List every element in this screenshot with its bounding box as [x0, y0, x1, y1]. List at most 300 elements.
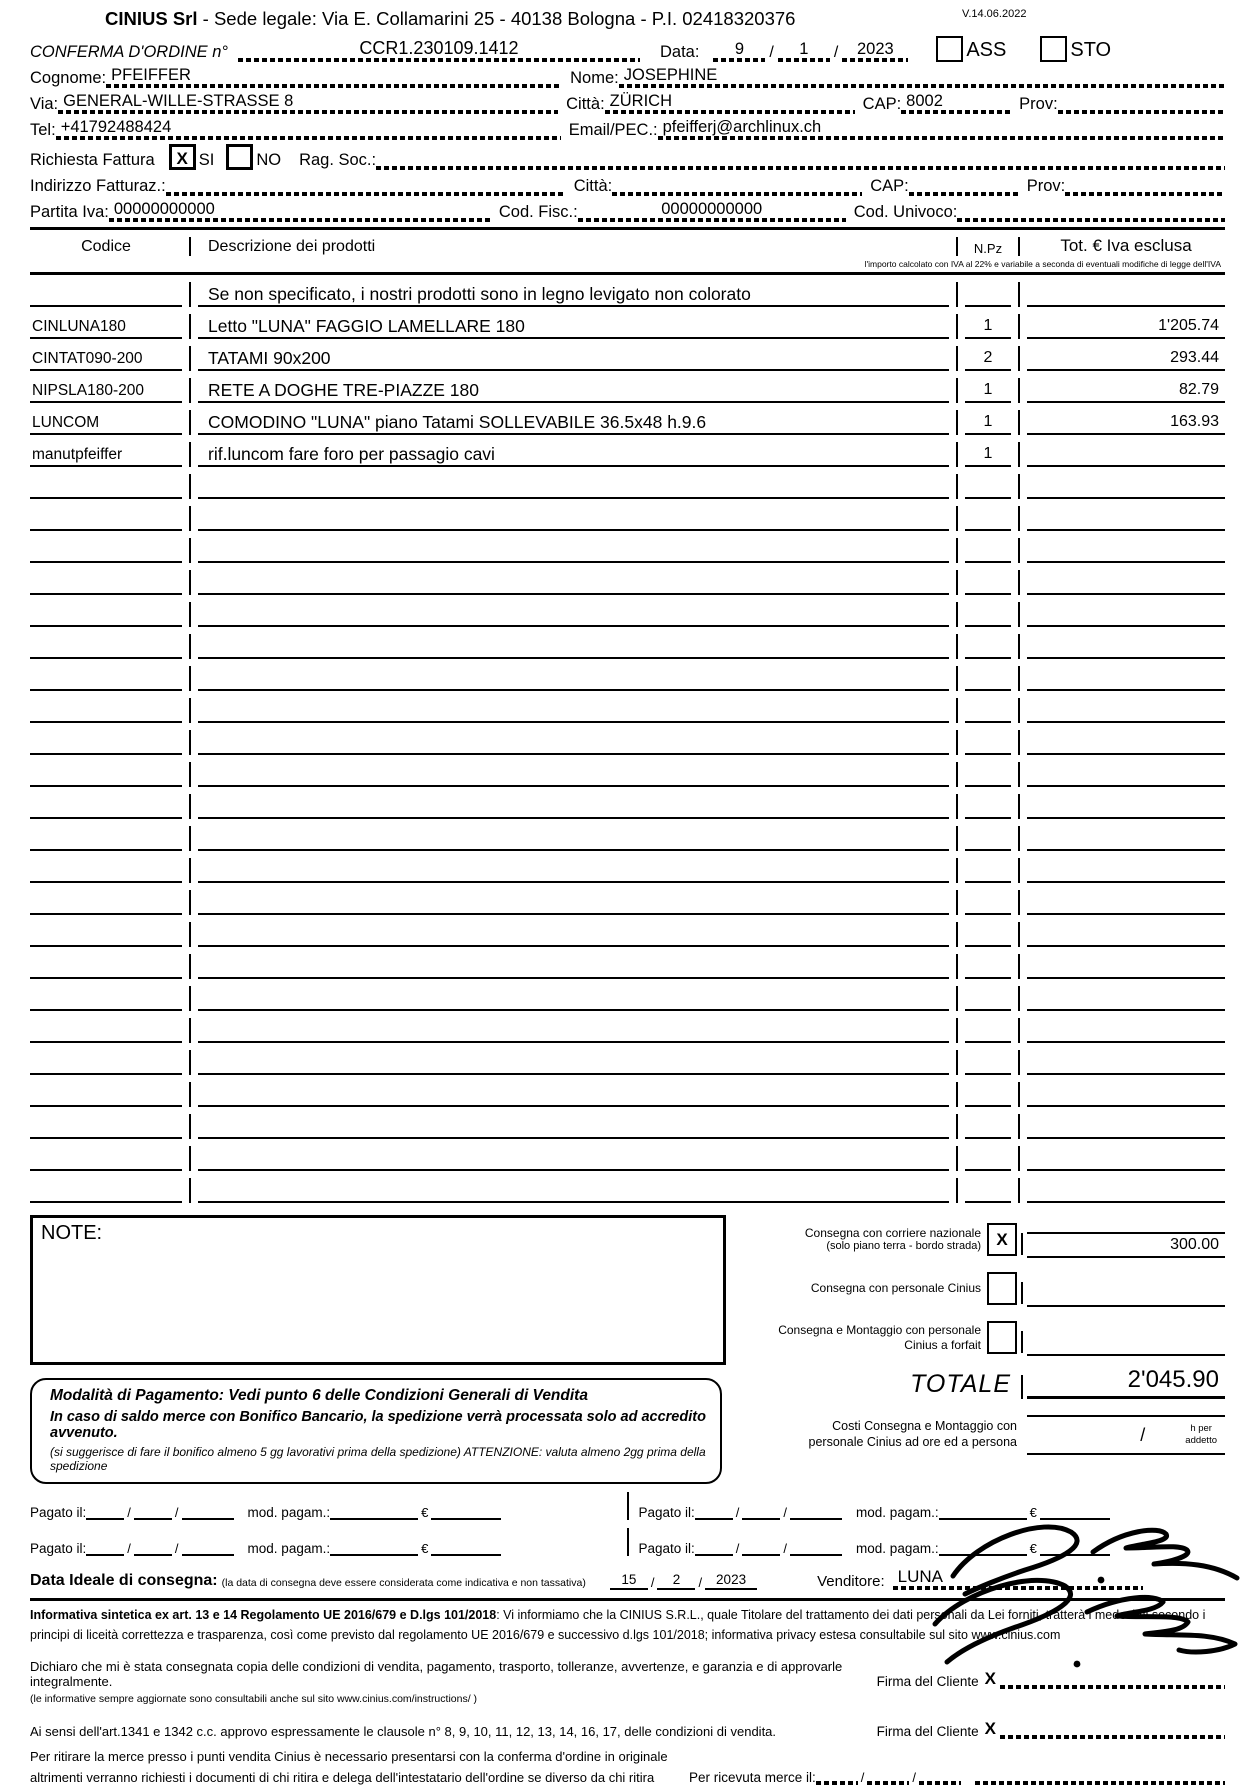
row-code — [30, 559, 182, 563]
row-code — [30, 303, 182, 307]
table-row — [30, 915, 1225, 947]
row-code — [30, 783, 182, 787]
row-description — [198, 559, 949, 563]
conditions-note: (le informative sempre aggiornate sono consultabili anche sul sito www.cinius.com/instructions/ ) — [30, 1693, 478, 1705]
row-qty: 1 — [965, 414, 1011, 435]
column-separator — [1018, 730, 1020, 755]
row-qty — [965, 527, 1011, 531]
column-separator — [189, 474, 191, 499]
billing-cap-field[interactable] — [909, 176, 1019, 196]
received-year-field[interactable] — [919, 1771, 961, 1785]
column-separator — [1018, 1082, 1020, 1107]
seller-label: Venditore: — [817, 1573, 885, 1590]
sto-label: STO — [1070, 39, 1112, 61]
table-row — [30, 595, 1225, 627]
city-label: Città: — [566, 95, 605, 113]
date-year-field[interactable]: 2023 — [842, 40, 908, 62]
street-label: Via: — [30, 95, 59, 113]
euro-label: € — [1029, 1505, 1037, 1520]
row-price — [1027, 1103, 1225, 1107]
column-separator — [1018, 698, 1020, 723]
city-field[interactable]: ZÜRICH — [605, 92, 855, 114]
email-label: Email/PEC.: — [568, 121, 658, 139]
signature-block-2 — [877, 1719, 1225, 1739]
paid-month-field[interactable] — [742, 1505, 780, 1520]
vat-field[interactable]: 00000000000 — [109, 200, 491, 222]
header-descrizione: Descrizione dei prodotti — [208, 238, 376, 255]
column-separator — [956, 570, 958, 595]
payment-method-field[interactable] — [330, 1505, 418, 1520]
table-row — [30, 563, 1225, 595]
privacy-title: Informativa sintetica ex art. 13 e 14 Regolamento UE 2016/679 e D.lgs 101/2018 — [30, 1608, 497, 1622]
row-qty — [965, 815, 1011, 819]
paid-on-label: Pagato il: — [638, 1541, 695, 1556]
billing-city-field[interactable] — [612, 176, 862, 196]
table-row — [30, 1171, 1225, 1203]
table-row — [30, 1107, 1225, 1139]
column-separator — [956, 858, 958, 883]
column-separator — [1018, 1050, 1020, 1075]
column-separator — [1018, 410, 1020, 435]
row-price: 1'205.74 — [1027, 318, 1225, 339]
column-separator — [189, 410, 191, 435]
payment-entry: Pagato il: / / mod. pagam.: € — [30, 1541, 617, 1556]
paid-on-label: Pagato il: — [30, 1505, 87, 1520]
company-name-label: Rag. Soc.: — [299, 151, 377, 169]
row-description — [198, 911, 949, 915]
column-separator — [956, 922, 958, 947]
date-day-field[interactable]: 9 — [713, 40, 765, 62]
column-separator — [1018, 986, 1020, 1011]
row-qty — [965, 719, 1011, 723]
total-row — [734, 1366, 1225, 1399]
column-separator — [1018, 922, 1020, 947]
delivery-staff-checkbox[interactable] — [987, 1272, 1017, 1305]
row-code — [30, 1039, 182, 1043]
notes-box[interactable] — [30, 1215, 726, 1365]
column-separator — [956, 1018, 958, 1043]
billing-city-label: Città: — [573, 177, 613, 195]
table-row — [30, 755, 1225, 787]
cap-label: CAP: — [862, 95, 902, 113]
column-separator — [189, 1114, 191, 1139]
row-qty — [965, 1007, 1011, 1011]
table-row — [30, 691, 1225, 723]
row-qty — [965, 911, 1011, 915]
table-row — [30, 1075, 1225, 1107]
table-row — [30, 467, 1225, 499]
invoice-no-checkbox[interactable] — [226, 144, 253, 170]
signature-label: Firma del Cliente — [876, 1674, 979, 1689]
row-code — [30, 591, 182, 595]
paid-year-field[interactable] — [790, 1541, 842, 1556]
column-separator — [1018, 378, 1020, 403]
column-separator — [627, 1492, 629, 1520]
column-separator — [956, 1146, 958, 1171]
row-price — [1027, 655, 1225, 659]
row-price — [1027, 719, 1225, 723]
row-code — [30, 1007, 182, 1011]
paid-day-field[interactable] — [86, 1541, 124, 1556]
fiscal-code-label: Cod. Fisc.: — [498, 203, 578, 221]
column-separator — [189, 858, 191, 883]
signature-x: X — [984, 1669, 996, 1688]
email-field[interactable]: pfeifferj@archlinux.ch — [658, 118, 1225, 140]
tel-field[interactable]: +41792488424 — [56, 118, 561, 140]
payment-amount-field[interactable] — [1040, 1505, 1110, 1520]
row-code — [30, 719, 182, 723]
signature-label: Firma del Cliente — [876, 1724, 979, 1739]
table-row — [30, 499, 1225, 531]
vat-label: Partita Iva: — [30, 203, 109, 221]
row-code — [30, 943, 182, 947]
column-separator — [956, 1082, 958, 1107]
payment-terms-line3: (si suggerisce di fare il bonifico almeno 5 gg lavorativi prima della spedizione) ATTENZIONE: valuta almeno 2gg prima della spedizione — [50, 1445, 706, 1473]
tel-label: Tel: — [30, 121, 56, 139]
invoice-request-row — [30, 140, 1225, 170]
row-description — [198, 591, 949, 595]
row-qty: 1 — [965, 318, 1011, 339]
row-price — [1027, 783, 1225, 787]
sto-checkbox[interactable] — [1040, 36, 1067, 62]
payment-amount-field[interactable] — [1040, 1541, 1110, 1556]
paid-month-field[interactable] — [134, 1505, 172, 1520]
payment-entry: Pagato il: / / mod. pagam.: € — [639, 1505, 1226, 1520]
payment-method-field[interactable] — [939, 1505, 1027, 1520]
row-code — [30, 1199, 182, 1203]
row-description — [198, 847, 949, 851]
table-row — [30, 659, 1225, 691]
column-separator — [1018, 1146, 1020, 1171]
column-separator — [956, 282, 958, 307]
header-codice: Codice — [81, 238, 131, 255]
column-separator — [956, 890, 958, 915]
table-row — [30, 531, 1225, 563]
row-qty — [965, 847, 1011, 851]
table-header — [30, 230, 1225, 256]
paid-year-field[interactable] — [790, 1505, 842, 1520]
column-separator — [956, 1178, 958, 1203]
assembly-costs-label: Costi Consegna e Montaggio con personale Cinius ad ore ed a persona — [808, 1419, 1017, 1449]
row-description — [198, 623, 949, 627]
row-description — [198, 1103, 949, 1107]
column-separator — [627, 1528, 629, 1556]
paid-on-label: Pagato il: — [30, 1541, 87, 1556]
row-price: 82.79 — [1027, 382, 1225, 403]
row-code — [30, 751, 182, 755]
column-separator — [1018, 346, 1020, 371]
paid-day-field[interactable] — [86, 1505, 124, 1520]
ideal-delivery-label: Data Ideale di consegna: — [30, 1572, 218, 1589]
row-code — [30, 1167, 182, 1171]
date-month-field[interactable]: 1 — [778, 40, 830, 62]
surname-field[interactable]: PFEIFFER — [106, 66, 562, 88]
signature-field[interactable] — [1000, 1731, 1225, 1739]
row-price — [1027, 559, 1225, 563]
column-separator — [1018, 858, 1020, 883]
row-qty — [965, 687, 1011, 691]
iva-note: l'importo calcolato con IVA al 22% e variabile a seconda di eventuali modifiche di legge dell'IVA — [864, 259, 1221, 269]
billing-address-row — [30, 170, 1225, 196]
row-price — [1027, 1071, 1225, 1075]
hours-unit-label: h per addetto — [1185, 1422, 1217, 1446]
column-separator — [189, 922, 191, 947]
row-description: TATAMI 90x200 — [198, 349, 949, 371]
payment-amount-field[interactable] — [431, 1541, 501, 1556]
paid-month-field[interactable] — [742, 1541, 780, 1556]
row-price: 163.93 — [1027, 414, 1225, 435]
delivery-option-courier — [734, 1215, 1225, 1264]
signature-field[interactable] — [1000, 1681, 1225, 1689]
row-code — [30, 815, 182, 819]
invoice-no-label: NO — [256, 151, 282, 169]
ideal-day-field[interactable]: 15 — [610, 1572, 648, 1590]
paid-day-field[interactable] — [695, 1541, 733, 1556]
column-separator — [1018, 762, 1020, 787]
column-separator — [956, 442, 958, 467]
column-separator — [189, 602, 191, 627]
ideal-delivery-row: Data Ideale di consegna: (la data di consegna deve essere considerata come indicativa e non tassativa) 15 / 2 / 2023 Venditore: LUNA — [30, 1560, 1225, 1590]
paid-day-field[interactable] — [695, 1505, 733, 1520]
row-qty — [965, 751, 1011, 755]
column-separator — [956, 1050, 958, 1075]
clauses-text: Ai sensi dell'art.1341 e 1342 c.c. approvo espressamente le clausole n° 8, 9, 10, 11, 12, 13, 14, 16, 17, delle condizioni di vendita. — [30, 1724, 777, 1739]
row-price — [1027, 879, 1225, 883]
row-code — [30, 1135, 182, 1139]
delivery-staff-price[interactable] — [1027, 1301, 1225, 1307]
row-code — [30, 527, 182, 531]
column-separator — [1018, 474, 1020, 499]
ideal-year-field[interactable]: 2023 — [705, 1572, 757, 1590]
row-description — [198, 527, 949, 531]
column-separator — [1018, 634, 1020, 659]
column-separator — [189, 506, 191, 531]
column-separator — [189, 666, 191, 691]
column-separator — [189, 986, 191, 1011]
order-number-field[interactable]: CCR1.230109.1412 — [238, 38, 640, 62]
row-price — [1027, 463, 1225, 467]
signature-block-1 — [877, 1669, 1225, 1689]
privacy-paragraph — [30, 1605, 1220, 1645]
cap-field[interactable]: 8002 — [901, 92, 1011, 114]
column-separator — [1018, 794, 1020, 819]
column-separator — [956, 666, 958, 691]
company-header — [105, 8, 1225, 34]
row-description: rif.luncom fare foro per passagio cavi — [198, 445, 949, 467]
column-separator — [189, 237, 191, 256]
row-qty — [965, 783, 1011, 787]
column-separator — [189, 378, 191, 403]
received-month-field[interactable] — [867, 1771, 909, 1785]
delivery-assembly-checkbox[interactable] — [987, 1321, 1017, 1354]
column-separator — [1021, 1375, 1023, 1399]
paid-month-field[interactable] — [134, 1541, 172, 1556]
column-separator — [189, 1018, 191, 1043]
assembly-costs-row — [734, 1415, 1225, 1455]
row-description — [198, 1135, 949, 1139]
row-price — [1027, 687, 1225, 691]
euro-label: € — [421, 1505, 429, 1520]
column-separator — [1018, 1114, 1020, 1139]
column-separator — [956, 634, 958, 659]
table-row — [30, 275, 1225, 307]
table-row — [30, 371, 1225, 403]
row-qty — [965, 655, 1011, 659]
row-description — [198, 1199, 949, 1203]
row-description — [198, 495, 949, 499]
column-separator — [1018, 314, 1020, 339]
paid-year-field[interactable] — [182, 1541, 234, 1556]
ass-checkbox[interactable] — [936, 36, 963, 62]
pickup-text-2: altrimenti verranno richiesti i documenti di chi ritira e delega dell'intestatario dell'ordine se diverso da chi ritira — [30, 1770, 655, 1785]
invoice-yes-label: SI — [198, 151, 215, 169]
row-description — [198, 943, 949, 947]
column-separator — [956, 602, 958, 627]
paid-on-label: Pagato il: — [638, 1505, 695, 1520]
row-price — [1027, 303, 1225, 307]
column-separator — [1021, 1233, 1023, 1255]
delivery-option-label: Consegna con personale Cinius — [810, 1281, 981, 1296]
column-separator — [956, 378, 958, 403]
column-separator — [1018, 282, 1020, 307]
received-day-field[interactable] — [816, 1771, 858, 1785]
column-separator — [189, 762, 191, 787]
fiscal-code-field[interactable]: 00000000000 — [578, 200, 846, 222]
column-separator — [1018, 954, 1020, 979]
univoco-field[interactable] — [957, 202, 1225, 222]
company-address: - Sede legale: Via E. Collamarini 25 - 40138 Bologna - P.I. 02418320376 — [197, 8, 796, 29]
column-separator — [189, 1178, 191, 1203]
goods-received-label: Per ricevuta merce il: — [688, 1770, 816, 1785]
row-code: LUNCOM — [30, 415, 182, 435]
total-value: 2'045.90 — [1027, 1366, 1225, 1399]
payment-method-field[interactable] — [330, 1541, 418, 1556]
column-separator — [956, 730, 958, 755]
column-separator — [189, 282, 191, 307]
delivery-courier-price[interactable]: 300.00 — [1027, 1232, 1225, 1258]
column-separator — [1018, 237, 1020, 256]
billing-address-field[interactable] — [166, 176, 566, 196]
table-row — [30, 787, 1225, 819]
column-separator — [1021, 1331, 1023, 1353]
street-field[interactable]: GENERAL-WILLE-STRASSE 8 — [58, 92, 558, 114]
notes-delivery-zone — [30, 1215, 1225, 1484]
payment-terms-line1: Modalità di Pagamento: Vedi punto 6 delle Condizioni Generali di Vendita — [50, 1387, 588, 1404]
row-qty — [965, 1135, 1011, 1139]
date-label: Data: — [659, 43, 700, 61]
column-separator — [1018, 538, 1020, 563]
column-separator — [1018, 506, 1020, 531]
payment-method-field[interactable] — [939, 1541, 1027, 1556]
row-price — [1027, 1039, 1225, 1043]
table-row — [30, 947, 1225, 979]
table-row — [30, 819, 1225, 851]
payment-row-2 — [30, 1523, 1225, 1556]
column-separator — [956, 954, 958, 979]
seller-field[interactable]: LUNA — [893, 1567, 1143, 1590]
row-code — [30, 975, 182, 979]
row-description — [198, 655, 949, 659]
ass-label: ASS — [966, 39, 1007, 61]
invoice-yes-checkbox[interactable]: X — [169, 144, 196, 170]
footer-rule — [30, 1598, 1225, 1601]
conditions-text: Dichiaro che mi è stata consegnata copia delle condizioni di vendita, pagamento, trasporto, tolleranze, avvertenze, e garanzia e di approvarle integralmente. — [30, 1659, 843, 1689]
table-row — [30, 1043, 1225, 1075]
delivery-courier-checkbox[interactable]: X — [987, 1223, 1017, 1256]
column-separator — [956, 314, 958, 339]
column-separator — [189, 570, 191, 595]
column-separator — [956, 826, 958, 851]
column-separator — [189, 1146, 191, 1171]
payment-amount-field[interactable] — [431, 1505, 501, 1520]
row-description: Se non specificato, i nostri prodotti sono in legno levigato non colorato — [198, 285, 949, 307]
row-price — [1027, 1135, 1225, 1139]
row-price — [1027, 847, 1225, 851]
billing-prov-field[interactable] — [1065, 176, 1225, 196]
row-code: NIPSLA180-200 — [30, 383, 182, 403]
row-description — [198, 1167, 949, 1171]
pickup-row-2: altrimenti verranno richiesti i documenti di chi ritira e delega dell'intestatario dell'ordine se diverso da chi ritira Per ricevuta merce il: / / — [30, 1770, 1225, 1785]
payment-method-label: mod. pagam.: — [247, 1505, 331, 1520]
row-qty — [965, 1039, 1011, 1043]
row-description — [198, 783, 949, 787]
delivery-assembly-price[interactable] — [1027, 1350, 1225, 1356]
row-code: CINLUNA180 — [30, 319, 182, 339]
table-row — [30, 883, 1225, 915]
row-code — [30, 911, 182, 915]
column-separator — [1018, 890, 1020, 915]
firstname-label: Nome: — [570, 69, 619, 87]
column-separator — [1018, 570, 1020, 595]
row-qty: 1 — [965, 446, 1011, 467]
ideal-month-field[interactable]: 2 — [657, 1572, 695, 1590]
row-description — [198, 1007, 949, 1011]
table-row — [30, 1139, 1225, 1171]
prov-field[interactable] — [1058, 94, 1225, 114]
row-code — [30, 1103, 182, 1107]
column-separator — [956, 237, 958, 256]
row-code — [30, 687, 182, 691]
row-price — [1027, 943, 1225, 947]
paid-year-field[interactable] — [182, 1505, 234, 1520]
table-row — [30, 435, 1225, 467]
header-totale: Tot. € Iva esclusa — [1060, 236, 1192, 255]
date-separator: / — [769, 44, 774, 61]
row-qty — [965, 879, 1011, 883]
column-separator — [956, 538, 958, 563]
company-name-field[interactable] — [376, 150, 1225, 170]
row-price — [1027, 751, 1225, 755]
table-row — [30, 403, 1225, 435]
payment-entry: Pagato il: / / mod. pagam.: € — [639, 1541, 1226, 1556]
row-qty — [965, 975, 1011, 979]
received-signature-field[interactable] — [975, 1771, 1225, 1785]
payment-row-1 — [30, 1487, 1225, 1520]
column-separator — [1018, 602, 1020, 627]
billing-cap-label: CAP: — [870, 177, 909, 195]
row-qty — [965, 1167, 1011, 1171]
column-separator — [956, 474, 958, 499]
prov-label: Prov: — [1019, 95, 1058, 113]
firstname-field[interactable]: JOSEPHINE — [619, 66, 1225, 88]
address-row — [30, 88, 1225, 114]
row-code: manutpfeiffer — [30, 447, 182, 467]
row-description: COMODINO "LUNA" piano Tatami SOLLEVABILE 36.5x48 h.9.6 — [198, 413, 949, 435]
row-description — [198, 975, 949, 979]
row-qty — [965, 1103, 1011, 1107]
assembly-costs-field[interactable] — [1027, 1415, 1225, 1455]
row-description — [198, 751, 949, 755]
